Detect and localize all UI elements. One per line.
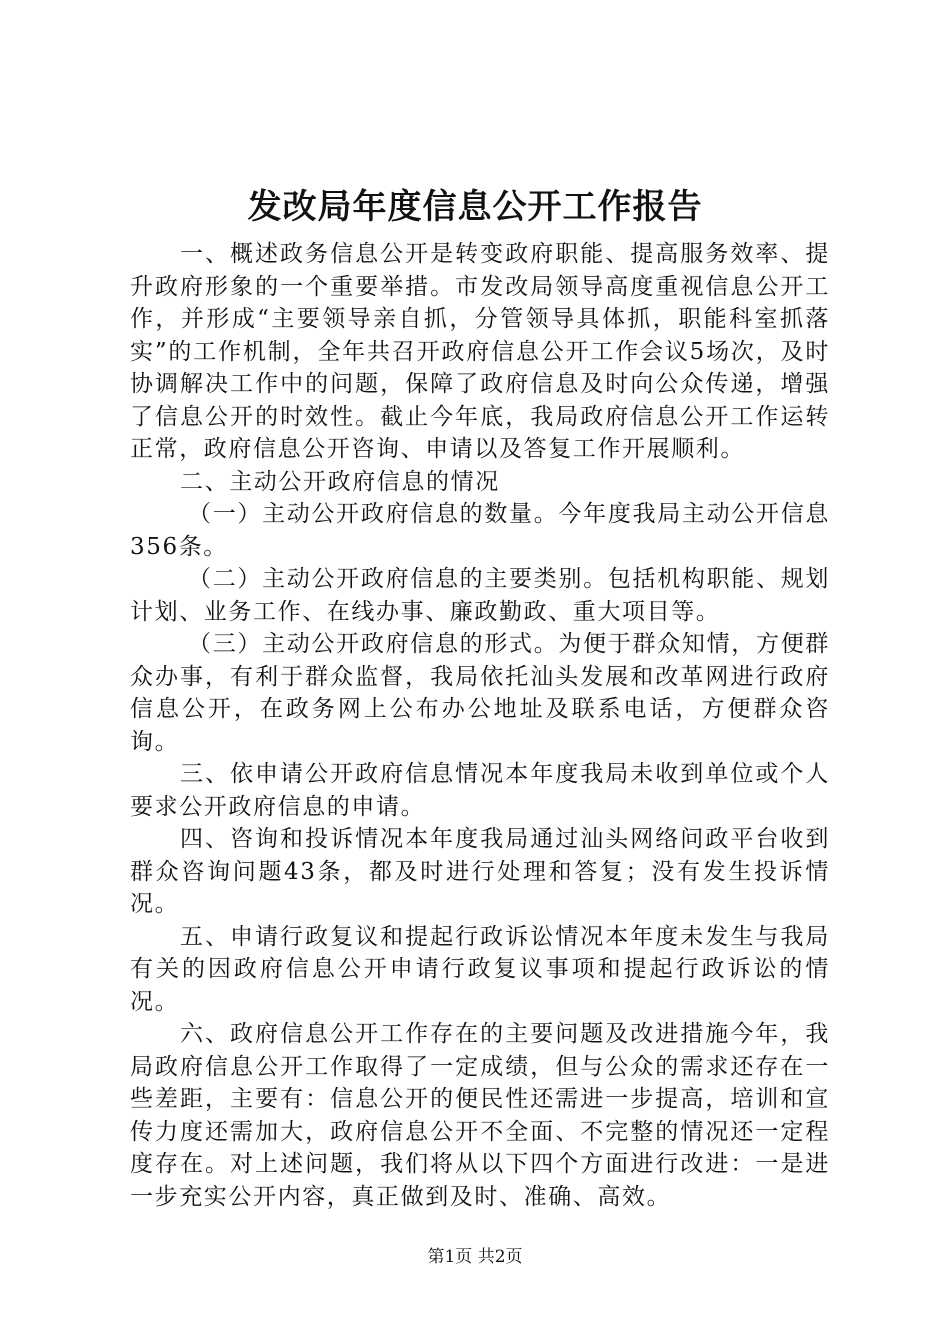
- paragraph-overview: 一、概述政务信息公开是转变政府职能、提高服务效率、提升政府形象的一个重要举措。市发改局领导高度重视信息公开工作，并形成“主要领导亲自抓，分管领导具体抓，职能科室抓落实”的工作机制，全年共召开政府信息公开工作会议5场次，及时协调解决工作中的问题，保障了政府信息及时向公众传递，增强了信息公开的时效性。截止今年底，我局政府信息公开工作运转正常，政府信息公开咨询、申请以及答复工作开展顺利。: [130, 241, 830, 462]
- paragraph-section-6: 六、政府信息公开工作存在的主要问题及改进措施今年，我局政府信息公开工作取得了一定成绩，但与公众的需求还存在一些差距，主要有：信息公开的便民性还需进一步提高，培训和宣传力度还需加大，政府信息公开不全面、不完整的情况还一定程度存在。对上述问题，我们将从以下四个方面进行改进：一是进一步充实公开内容，真正做到及时、准确、高效。: [130, 1021, 830, 1210]
- paragraph-subsection-1: （一）主动公开政府信息的数量。今年度我局主动公开信息356条。: [130, 501, 830, 560]
- paragraph-section-3: 三、依申请公开政府信息情况本年度我局未收到单位或个人要求公开政府信息的申请。: [130, 761, 830, 820]
- document-body: [130, 238, 830, 1213]
- page-number-footer: 第1页 共2页: [427, 1247, 523, 1267]
- document-title: 发改局年度信息公开工作报告: [247, 187, 703, 227]
- paragraph-section-2-heading: 二、主动公开政府信息的情况: [180, 468, 500, 495]
- paragraph-section-5: 五、申请行政复议和提起行政诉讼情况本年度未发生与我局有关的因政府信息公开申请行政复议事项和提起行政诉讼的情况。: [130, 923, 830, 1015]
- paragraph-subsection-2: （二）主动公开政府信息的主要类别。包括机构职能、规划计划、业务工作、在线办事、廉政勤政、重大项目等。: [130, 566, 830, 625]
- paragraph-section-4: 四、咨询和投诉情况本年度我局通过汕头网络问政平台收到群众咨询问题43条，都及时进行处理和答复；没有发生投诉情况。: [130, 826, 830, 917]
- paragraph-subsection-3: （三）主动公开政府信息的形式。为便于群众知情，方便群众办事，有利于群众监督，我局依托汕头发展和改革网进行政府信息公开，在政务网上公布办公地址及联系电话，方便群众咨询。: [130, 631, 830, 755]
